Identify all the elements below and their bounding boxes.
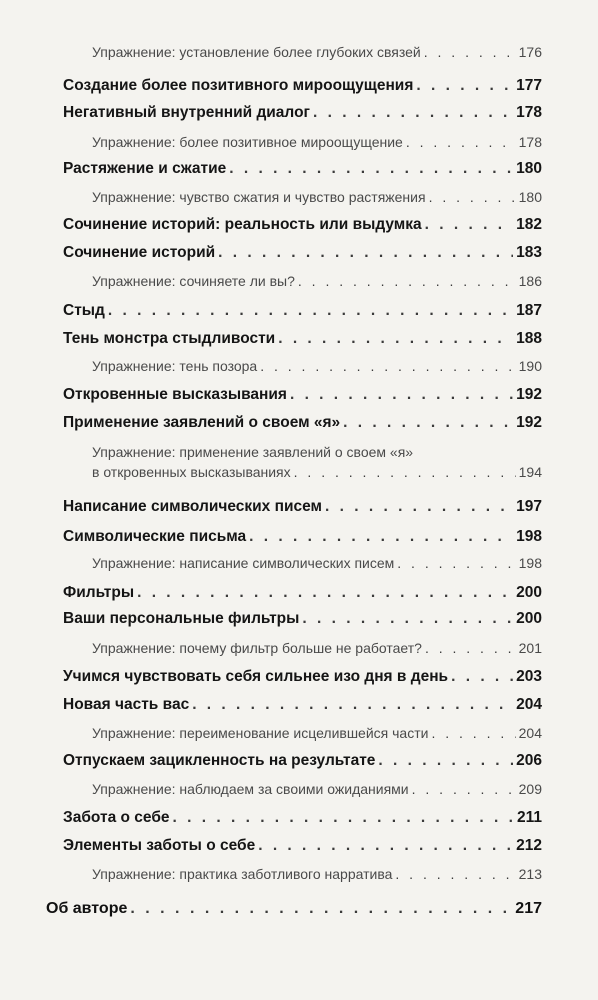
- toc-leader-dots: [278, 330, 513, 348]
- toc-entry-title: Упражнение: написание символических писем: [92, 555, 395, 571]
- toc-entry: [92, 640, 542, 656]
- toc-entry-title: Негативный внутренний диалог: [63, 104, 310, 121]
- toc-entry: [92, 358, 542, 374]
- toc-entry: [63, 610, 542, 628]
- toc-entry: [63, 696, 542, 714]
- toc-leader-dots: [425, 216, 514, 234]
- toc-entry-page: 194: [518, 464, 542, 480]
- toc-entry: [92, 134, 542, 150]
- toc-entry-title: Тень монстра стыдливости: [63, 330, 276, 347]
- toc-entry-page: 204: [518, 725, 542, 741]
- toc-entry-page: 186: [518, 273, 542, 289]
- toc-leader-dots: [425, 640, 516, 656]
- toc-leader-dots: [397, 555, 515, 571]
- toc-entry: [63, 77, 542, 95]
- toc-entry-page: 178: [516, 104, 542, 121]
- toc-entry: [92, 189, 542, 205]
- toc-entry: [63, 386, 542, 404]
- toc-entry-title: Упражнение: почему фильтр больше не работает?: [92, 640, 422, 656]
- toc-entry-page: 198: [516, 528, 542, 545]
- toc-entry-title: Упражнение: тень позора: [92, 358, 258, 374]
- toc-entry-page: 187: [516, 302, 542, 319]
- toc-entry-title: Откровенные высказывания: [63, 386, 287, 403]
- toc-entry: [46, 900, 542, 918]
- toc-leader-dots: [395, 866, 515, 882]
- toc-entry-title: Элементы заботы о себе: [63, 837, 256, 854]
- toc-leader-dots: [313, 104, 513, 122]
- toc-entry-title: Отпускаем зацикленность на результате: [63, 752, 376, 769]
- toc-entry: [63, 302, 542, 320]
- toc-entry: [92, 866, 542, 882]
- toc-entry: [63, 104, 542, 122]
- toc-leader-dots: [258, 837, 513, 855]
- toc-leader-dots: [424, 44, 516, 60]
- toc-entry-page: 212: [516, 837, 542, 854]
- toc-entry-page: 180: [516, 160, 542, 177]
- toc-entry: [63, 414, 542, 432]
- toc-entry-title: Упражнение: наблюдаем за своими ожиданиями: [92, 781, 409, 797]
- toc-entry-title: в откровенных высказываниях: [92, 464, 291, 480]
- toc-leader-dots: [343, 414, 513, 432]
- toc-entry: [63, 216, 542, 234]
- toc-leader-dots: [108, 302, 513, 320]
- toc-entry-title: Упражнение: установление более глубоких связей: [92, 44, 421, 60]
- toc-entry: [63, 837, 542, 855]
- toc-entry-page: 176: [518, 44, 542, 60]
- toc-leader-dots: [406, 134, 516, 150]
- toc-leader-dots: [229, 160, 513, 178]
- toc-entry-page: 188: [516, 330, 542, 347]
- toc-entry-page: 200: [516, 610, 542, 627]
- toc-entry-page: 178: [518, 134, 542, 150]
- toc-entry-page: 217: [515, 900, 542, 917]
- toc-entry-title: Ваши персональные фильтры: [63, 610, 300, 627]
- toc-entry: [63, 584, 542, 602]
- toc-entry-page: 213: [518, 866, 542, 882]
- toc-entry-title: Об авторе: [46, 900, 128, 917]
- toc-entry: [92, 781, 542, 797]
- toc-entry-page: 201: [518, 640, 542, 656]
- toc-entry-title: Упражнение: практика заботливого нарратива: [92, 866, 393, 882]
- toc-entry: [92, 464, 542, 480]
- toc-leader-dots: [451, 668, 513, 686]
- toc-leader-dots: [249, 528, 513, 546]
- toc-leader-dots: [298, 273, 516, 289]
- toc-entry: [92, 725, 542, 741]
- toc-entry-title: Новая часть вас: [63, 696, 190, 713]
- toc-entry: [63, 528, 542, 546]
- toc-entry-page: 182: [516, 216, 542, 233]
- toc-entry: [92, 273, 542, 289]
- toc-entry-page: 197: [516, 498, 542, 515]
- toc-entry-title: Стыд: [63, 302, 105, 319]
- toc-entry-title: Написание символических писем: [63, 498, 322, 515]
- toc-entry-page: 204: [516, 696, 542, 713]
- toc-entry-title: Применение заявлений о своем «я»: [63, 414, 341, 431]
- toc-entry: [92, 555, 542, 571]
- toc-entry-page: 192: [516, 386, 542, 403]
- toc-entry-page: 200: [516, 584, 542, 601]
- toc-entry-page: 190: [518, 358, 542, 374]
- toc-entry-page: 203: [516, 668, 542, 685]
- toc-leader-dots: [294, 464, 516, 480]
- toc-entry-page: 209: [518, 781, 542, 797]
- toc-entry-title: Забота о себе: [63, 809, 170, 826]
- toc-entry: [92, 444, 542, 460]
- toc-entry-title: Растяжение и сжатие: [63, 160, 227, 177]
- toc-entry: [63, 809, 542, 827]
- toc-leader-dots: [416, 77, 513, 95]
- toc-entry-title: Упражнение: чувство сжатия и чувство растяжения: [92, 189, 426, 205]
- toc-entry-title: Создание более позитивного мироощущения: [63, 77, 414, 94]
- toc-leader-dots: [218, 244, 513, 262]
- toc-leader-dots: [429, 189, 516, 205]
- toc-entry-title: Учимся чувствовать себя сильнее изо дня в день: [63, 668, 449, 685]
- toc-entry-page: 192: [516, 414, 542, 431]
- toc-entry-page: 177: [516, 77, 542, 94]
- toc-entry-title: Сочинение историй: реальность или выдумка: [63, 216, 422, 233]
- toc-entry-page: 183: [516, 244, 542, 261]
- toc-entry: [63, 244, 542, 262]
- toc-leader-dots: [173, 809, 514, 827]
- toc-entry: [63, 752, 542, 770]
- toc-entry: [63, 498, 542, 516]
- toc-leader-dots: [431, 725, 515, 741]
- toc-entry-title: Упражнение: применение заявлений о своем «я»: [92, 444, 414, 460]
- toc-leader-dots: [302, 610, 513, 628]
- toc-leader-dots: [192, 696, 513, 714]
- toc-leader-dots: [325, 498, 513, 516]
- toc-entry-title: Фильтры: [63, 584, 135, 601]
- toc-entry-page: 206: [516, 752, 542, 769]
- toc-entry: [63, 160, 542, 178]
- toc-entry-title: Символические письма: [63, 528, 247, 545]
- toc-entry-title: Упражнение: сочиняете ли вы?: [92, 273, 295, 289]
- toc-leader-dots: [260, 358, 515, 374]
- toc-leader-dots: [378, 752, 513, 770]
- toc-leader-dots: [130, 900, 512, 918]
- toc-leader-dots: [412, 781, 516, 797]
- toc-entry-title: Упражнение: переименование исцелившейся части: [92, 725, 429, 741]
- toc-entry-page: 211: [516, 809, 542, 826]
- toc-entry-title: Упражнение: более позитивное мироощущение: [92, 134, 403, 150]
- toc-entry-page: 180: [518, 189, 542, 205]
- toc-leader-dots: [137, 584, 513, 602]
- toc-entry: [92, 44, 542, 60]
- toc-entry-page: 198: [518, 555, 542, 571]
- toc-entry-title: Сочинение историй: [63, 244, 216, 261]
- toc-entry: [63, 330, 542, 348]
- toc-entry: [63, 668, 542, 686]
- toc-leader-dots: [290, 386, 513, 404]
